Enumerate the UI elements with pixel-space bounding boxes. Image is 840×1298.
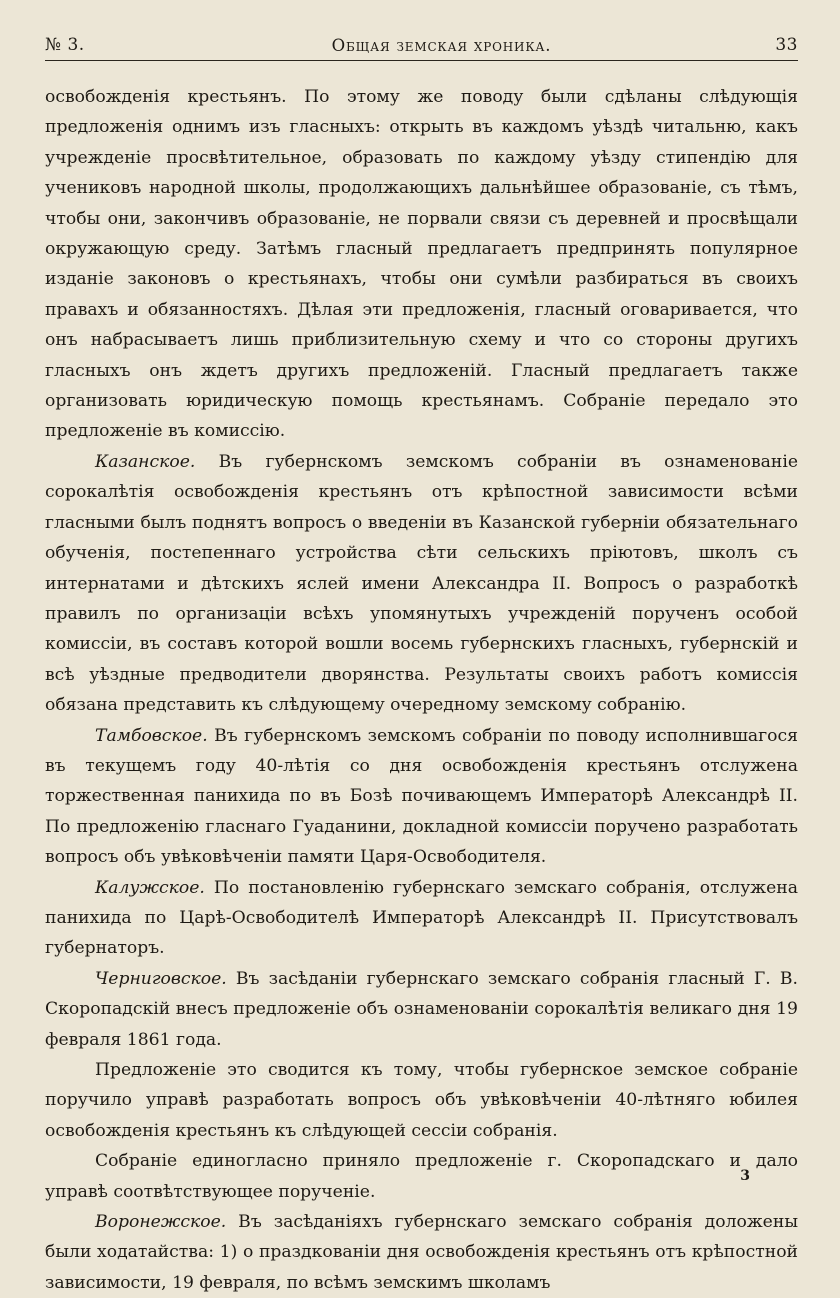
region-heading: Казанское.	[95, 451, 196, 472]
page-header	[45, 30, 798, 61]
issue-number: № 3.	[45, 35, 85, 55]
body-text	[45, 82, 798, 1298]
paragraph: Воронежское. Въ засѣданіяхъ губернскаго земскаго собранія доложены были ходатайства: 1) о праздкованіи дня освобожденія крестьянъ отъ крѣпостной зависимости, 19 февраля, по всѣмъ земскимъ школамъ	[45, 1212, 798, 1293]
region-heading: Воронежское.	[95, 1212, 227, 1233]
signature-mark: 3	[740, 1168, 750, 1184]
region-heading: Калужское.	[95, 877, 205, 898]
page-number: 33	[775, 35, 798, 55]
paragraph: Черниговское. Въ засѣданіи губернскаго земскаго собранія гласный Г. В. Скоропадскій внесъ предложеніе объ ознаменованіи сорокалѣтія великаго дня 19 февраля 1861 года.	[45, 968, 798, 1050]
paragraph: Тамбовское. Въ губернскомъ земскомъ собраніи по поводу исполнившагося въ текущемъ году 40-лѣтія со дня освобожденія крестьянъ отслужена торжественная панихида по въ Бозѣ почивающемъ Императорѣ Александрѣ II. По предложенію гласнаго Гуаданини, докладной комиссіи поручено разработать вопросъ объ увѣковѣченіи памяти Царя-Освободителя.	[45, 725, 798, 868]
paragraph: освобожденія крестьянъ. По этому же поводу были сдѣланы слѣдующія предложенія однимъ изъ гласныхъ: открыть въ каждомъ уѣздѣ читальню, какъ учрежденіе просвѣтительное, образовать по каждому уѣзду стипендію для учениковъ народной школы, продолжающихъ дальнѣйшее образованіе, съ тѣмъ, чтобы они, закончивъ образованіе, не порвали связи съ деревней и просвѣщали окружающую среду. Затѣмъ гласный предлагаетъ предпринять популярное изданіе законовъ о крестьянахъ, чтобы они сумѣли разбираться въ своихъ правахъ и обязанностяхъ. Дѣлая эти предложенія, гласный оговаривается, что онъ набрасываетъ лишь приблизительную схему и что со стороны другихъ гласныхъ онъ ждетъ другихъ предложеній. Гласный предлагаетъ также организовать юридическую помощь крестьянамъ. Собраніе передало это предложеніе въ комиссію.	[45, 87, 798, 442]
paragraph: Предложеніе это сводится къ тому, чтобы губернское земское собраніе поручило управѣ разработать вопросъ объ увѣковѣченіи 40-лѣтняго юбилея освобожденія крестьянъ къ слѣдующей сессіи собранія.	[45, 1060, 798, 1141]
region-heading: Тамбовское.	[95, 725, 208, 746]
paragraph: Собраніе единогласно приняло предложеніе г. Скоропадскаго и дало управѣ соотвѣтствующее порученіе.	[45, 1151, 798, 1202]
running-title: Общая земская хроника.	[331, 35, 552, 55]
paragraph: Казанское. Въ губернскомъ земскомъ собраніи въ ознаменованіе сорокалѣтія освобожденія крестьянъ отъ крѣпостной зависимости всѣми гласными былъ поднятъ вопросъ о введеніи въ Казанской губерніи обязательнаго обученія, постепеннаго устройства сѣти сельскихъ пріютовъ, школъ съ интернатами и дѣтскихъ яслей имени Александра II. Вопросъ о разработкѣ правилъ по организаціи всѣхъ упомянутыхъ учрежденій порученъ особой комиссіи, въ составъ которой вошли восемь губернскихъ гласныхъ, губернскій и всѣ уѣздные предводители дворянства. Результаты своихъ работъ комиссія обязана представить къ слѣдующему очередному земскому собранію.	[45, 451, 798, 716]
paragraph: Калужское. По постановленію губернскаго земскаго собранія, отслужена панихида по Царѣ-Освободителѣ Императорѣ Александрѣ II. Присутствовалъ губернаторъ.	[45, 877, 798, 959]
region-heading: Черниговское.	[95, 968, 227, 989]
